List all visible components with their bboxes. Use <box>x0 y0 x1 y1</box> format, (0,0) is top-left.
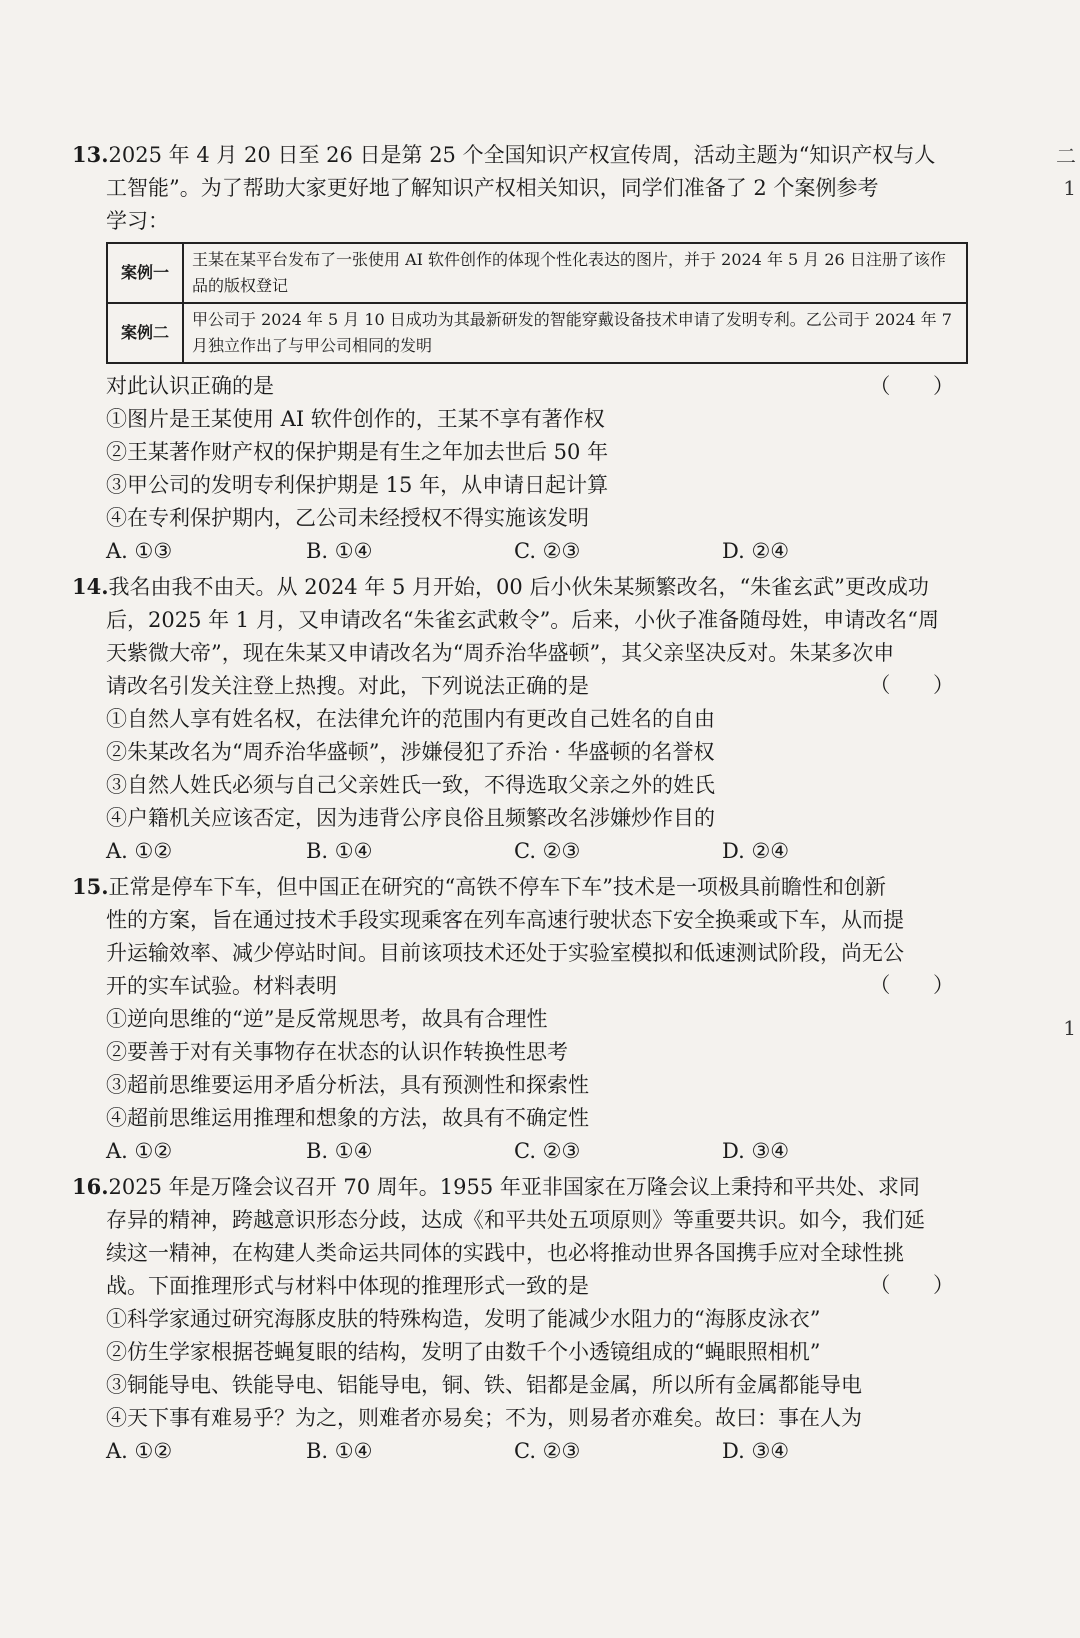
stem-line: 16.2025 年是万隆会议召开 70 周年。1955 年亚非国家在万隆会议上秉持和平共处、求同 <box>72 1174 920 1199</box>
stem-line: 13.2025 年 4 月 20 日至 26 日是第 25 个全国知识产权宣传周，活动主题为“知识产权与人 <box>72 142 936 167</box>
option-item: ③超前思维要运用矛盾分析法，具有预测性和探索性 <box>106 1073 589 1097</box>
choice-row <box>106 1135 972 1168</box>
option-item: ③自然人姓氏必须与自己父亲姓氏一致，不得选取父亲之外的姓氏 <box>106 773 715 797</box>
edge-mark: 1 <box>1063 176 1076 200</box>
stem-line: 开的实车试验。材料表明 <box>106 974 337 998</box>
stem-line: 请改名引发关注登上热搜。对此，下列说法正确的是 <box>106 674 589 698</box>
choice-d: D. ②④ <box>722 539 790 563</box>
choice-c: C. ②③ <box>514 539 581 563</box>
stem-line: 15.正常是停车下车，但中国正在研究的“高铁不停车下车”技术是一项极具前瞻性和创新 <box>72 874 887 899</box>
stem-line: 战。下面推理形式与材料中体现的推理形式一致的是 <box>106 1274 589 1298</box>
question-stem <box>72 1170 972 1303</box>
option-item: ②王某著作财产权的保护期是有生之年加去世后 50 年 <box>106 440 609 464</box>
choice-b: B. ①④ <box>306 839 373 863</box>
answer-paren: （ ） <box>869 673 972 697</box>
choice-d: D. ③④ <box>722 1439 790 1463</box>
choice-row <box>106 835 972 868</box>
choice-d: D. ③④ <box>722 1139 790 1163</box>
option-item: ④在专利保护期内，乙公司未经授权不得实施该发明 <box>106 506 589 530</box>
option-list <box>106 1003 972 1135</box>
edge-mark: 二 <box>1056 144 1076 168</box>
question-16 <box>72 1170 972 1468</box>
case-text: 王某在某平台发布了一张使用 AI 软件创作的体现个性化表达的图片，并于 2024 年 5 月 26 日注册了该作品的版权登记 <box>183 243 967 303</box>
option-item: ①逆向思维的“逆”是反常规思考，故具有合理性 <box>106 1007 548 1031</box>
option-item: ③甲公司的发明专利保护期是 15 年，从申请日起计算 <box>106 473 609 497</box>
choice-row <box>106 1435 972 1468</box>
question-stem <box>72 870 972 1003</box>
option-item: ④超前思维运用推理和想象的方法，故具有不确定性 <box>106 1106 589 1130</box>
option-item: ②仿生学家根据苍蝇复眼的结构，发明了由数千个小透镜组成的“蝇眼照相机” <box>106 1340 821 1364</box>
option-item: ①自然人享有姓名权，在法律允许的范围内有更改自己姓名的自由 <box>106 707 715 731</box>
answer-paren: （ ） <box>869 973 972 997</box>
choice-c: C. ②③ <box>514 839 581 863</box>
question-14 <box>72 570 972 868</box>
stem-line: 后，2025 年 1 月，又申请改名“朱雀玄武敕令”。后来，小伙子准备随母姓，申请改名“周 <box>106 608 940 632</box>
choice-d: D. ②④ <box>722 839 790 863</box>
stem-line: 存异的精神，跨越意识形态分歧，达成《和平共处五项原则》等重要共识。如今，我们延 <box>106 1208 925 1232</box>
question-stem <box>72 138 972 238</box>
option-list <box>106 403 972 535</box>
question-15 <box>72 870 972 1168</box>
question-number: 14. <box>72 574 109 599</box>
choice-a: A. ①② <box>106 1139 173 1163</box>
option-list <box>106 1303 972 1435</box>
case-row <box>107 243 967 303</box>
case-text: 甲公司于 2024 年 5 月 10 日成功为其最新研发的智能穿戴设备技术申请了发明专利。乙公司于 2024 年 7 月独立作出了与甲公司相同的发明 <box>183 303 967 363</box>
option-item: ①科学家通过研究海豚皮肤的特殊构造，发明了能减少水阻力的“海豚皮泳衣” <box>106 1307 821 1331</box>
stem-line: 续这一精神，在构建人类命运共同体的实践中，也必将推动世界各国携手应对全球性挑 <box>106 1241 904 1265</box>
question-prompt-row <box>106 370 972 403</box>
option-item: ③铜能导电、铁能导电、铝能导电，铜、铁、铝都是金属，所以所有金属都能导电 <box>106 1373 862 1397</box>
question-13 <box>72 138 972 568</box>
case-label: 案例一 <box>107 243 183 303</box>
option-item: ④天下事有难易乎？为之，则难者亦易矣；不为，则易者亦难矣。故曰：事在人为 <box>106 1406 862 1430</box>
choice-c: C. ②③ <box>514 1439 581 1463</box>
choice-a: A. ①③ <box>106 539 173 563</box>
option-item: ②要善于对有关事物存在状态的认识作转换性思考 <box>106 1040 568 1064</box>
choice-row <box>106 535 972 568</box>
choice-c: C. ②③ <box>514 1139 581 1163</box>
stem-line: 升运输效率、减少停站时间。目前该项技术还处于实验室模拟和低速测试阶段，尚无公 <box>106 941 904 965</box>
option-item: ②朱某改名为“周乔治华盛顿”，涉嫌侵犯了乔治 · 华盛顿的名誉权 <box>106 740 715 764</box>
option-list <box>106 703 972 835</box>
choice-b: B. ①④ <box>306 539 373 563</box>
choice-a: A. ①② <box>106 1439 173 1463</box>
case-label: 案例二 <box>107 303 183 363</box>
choice-a: A. ①② <box>106 839 173 863</box>
stem-line: 天紫微大帝”，现在朱某又申请改名为“周乔治华盛顿”，其父亲坚决反对。朱某多次申 <box>106 641 895 665</box>
case-table <box>106 242 968 364</box>
stem-line: 14.我名由我不由天。从 2024 年 5 月开始，00 后小伙朱某频繁改名，“朱雀玄武”更改成功 <box>72 574 929 599</box>
option-item: ①图片是王某使用 AI 软件创作的，王某不享有著作权 <box>106 407 605 431</box>
choice-b: B. ①④ <box>306 1439 373 1463</box>
question-prompt: 对此认识正确的是 <box>106 374 274 398</box>
answer-paren: （ ） <box>869 374 972 398</box>
choice-b: B. ①④ <box>306 1139 373 1163</box>
edge-mark: 1 <box>1063 1016 1076 1040</box>
option-item: ④户籍机关应该否定，因为违背公序良俗且频繁改名涉嫌炒作目的 <box>106 806 715 830</box>
case-row <box>107 303 967 363</box>
question-number: 16. <box>72 1174 109 1199</box>
question-stem <box>72 570 972 703</box>
answer-paren: （ ） <box>869 1273 972 1297</box>
stem-line: 学习： <box>106 209 169 233</box>
stem-line: 性的方案，旨在通过技术手段实现乘客在列车高速行驶状态下安全换乘或下车，从而提 <box>106 908 904 932</box>
question-number: 15. <box>72 874 109 899</box>
question-number: 13. <box>72 142 109 167</box>
stem-line: 工智能”。为了帮助大家更好地了解知识产权相关知识，同学们准备了 2 个案例参考 <box>106 176 879 200</box>
